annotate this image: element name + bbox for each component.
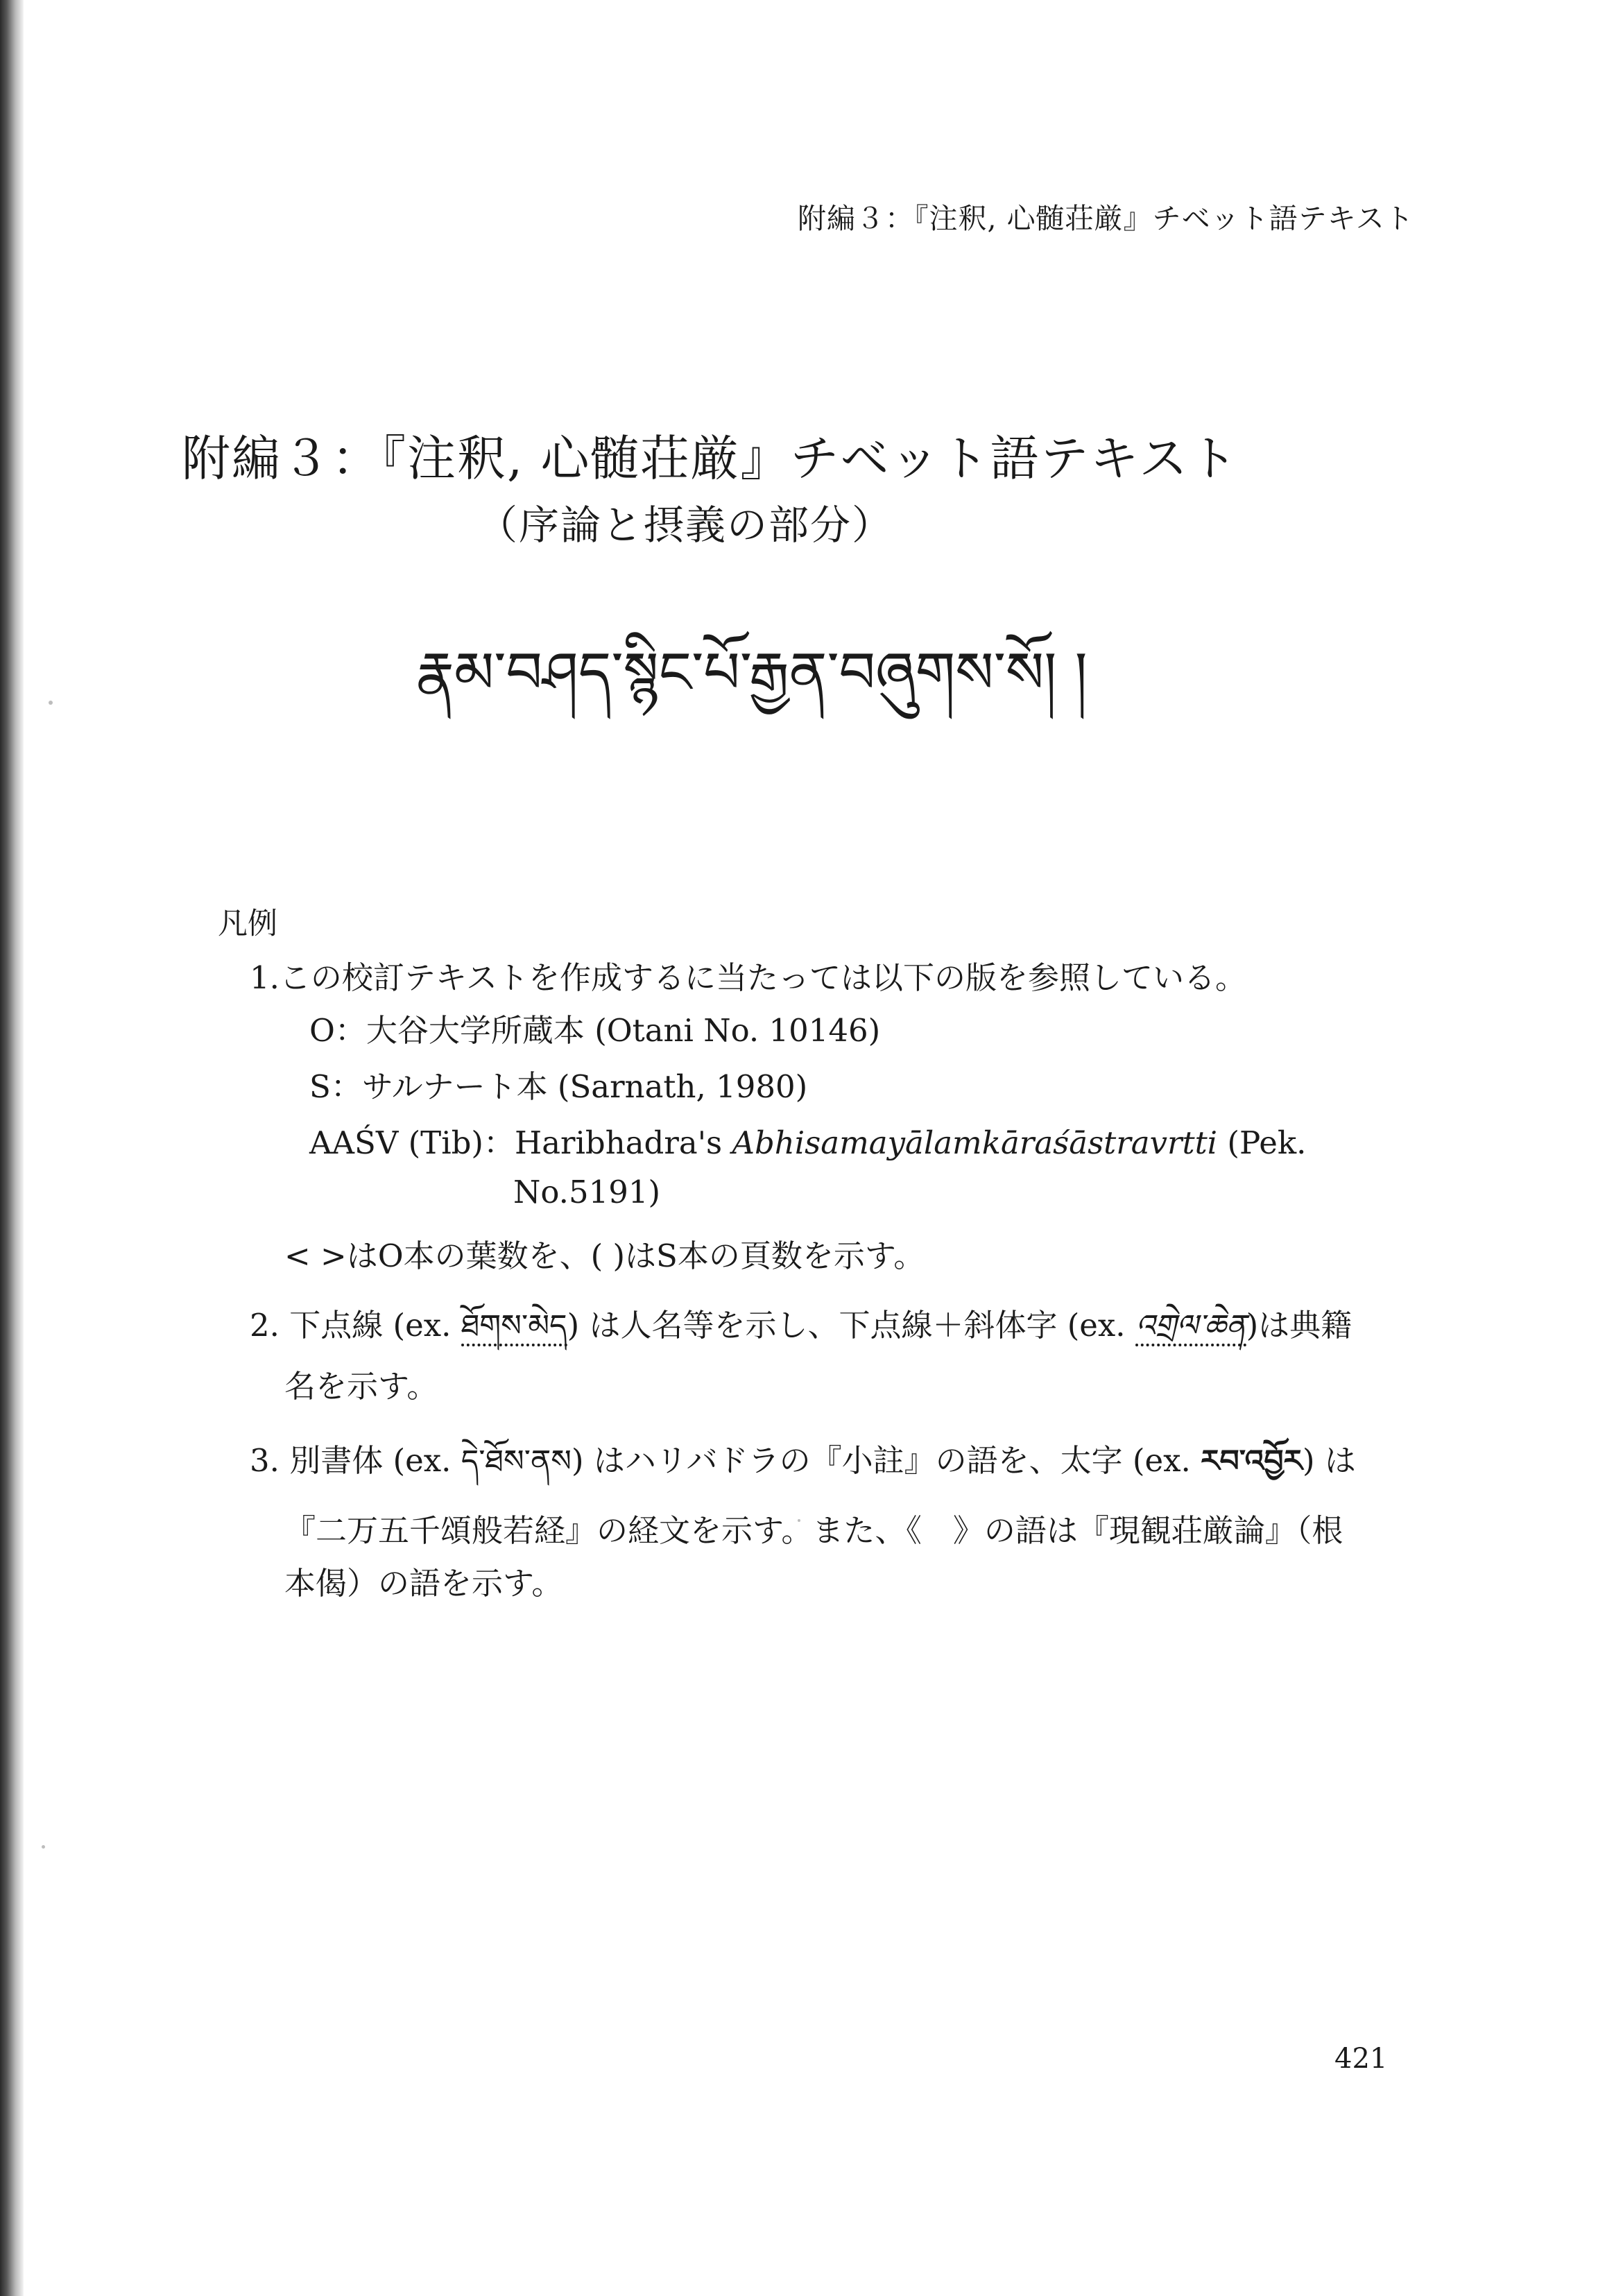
source-aasv-number: No.5191) [513,1174,661,1210]
source-aasv [309,1117,1306,1163]
scan-speck [49,701,53,705]
legend-item-3 [250,1427,1356,1513]
scan-speck [42,1845,45,1849]
item3-example-bold: རབ་འབྱོར [1201,1443,1303,1479]
legend-item-3-line2: 『二万五千頌般若経』の経文を示す。また、《 》の語は『現観荘厳論』（根 [284,1512,1343,1549]
legend-heading: 凡例 [218,907,277,941]
source-o: O：大谷大学所蔵本 (Otani No. 10146) [309,1012,881,1049]
source-s: S：サルナート本 (Sarnath, 1980) [309,1068,808,1105]
page-subtitle: （序論と摂義の部分） [477,502,894,549]
item3-part3: ) は [1302,1442,1356,1479]
item2-part3: )は典籍 [1246,1307,1352,1344]
item3-example-font: དེ་ཐོས་ནས [461,1443,572,1479]
item2-part1: 2. 下点線 (ex. [250,1307,461,1344]
legend-item-1-intro: 1.この校訂テキストを作成するに当たっては以下の版を参照している。 [250,959,1247,996]
item2-part2: ) は人名等を示し、下点線＋斜体字 (ex. [567,1307,1135,1344]
running-head: 附編３：『注釈, 心髄荘厳』チベット語テキスト [798,202,1414,235]
item2-example-person: ཐོགས་མེད [461,1308,567,1346]
item3-part2: ) はハリバドラの『小註』の語を、太字 (ex. [572,1442,1201,1479]
page-number: 421 [1334,2043,1388,2075]
folio-note: < >はO本の葉数を、( )はS本の頁数を示す。 [284,1237,925,1274]
aasv-title: Abhisamayālamkāraśāstravrtti [732,1124,1218,1161]
page-title: 附編３：『注釈, 心髄荘厳』チベット語テキスト [182,430,1239,487]
item2-example-text: འགྲེལ་ཆེན [1135,1308,1246,1346]
scan-edge-shadow [0,0,24,2296]
aasv-suffix: (Pek. [1217,1124,1307,1161]
legend-item-2-line2: 名を示す。 [284,1368,438,1405]
item3-part1: 3. 別書体 (ex. [250,1442,461,1479]
tibetan-title: རྣམ་བཤད་སྙིང་པོ་རྒྱན་བཞུགས་སོ། ། [416,640,1088,706]
legend-item-3-line3: 本偈）の語を示す。 [284,1565,563,1602]
aasv-prefix: AAŚV (Tib)：Haribhadra's [309,1124,732,1161]
